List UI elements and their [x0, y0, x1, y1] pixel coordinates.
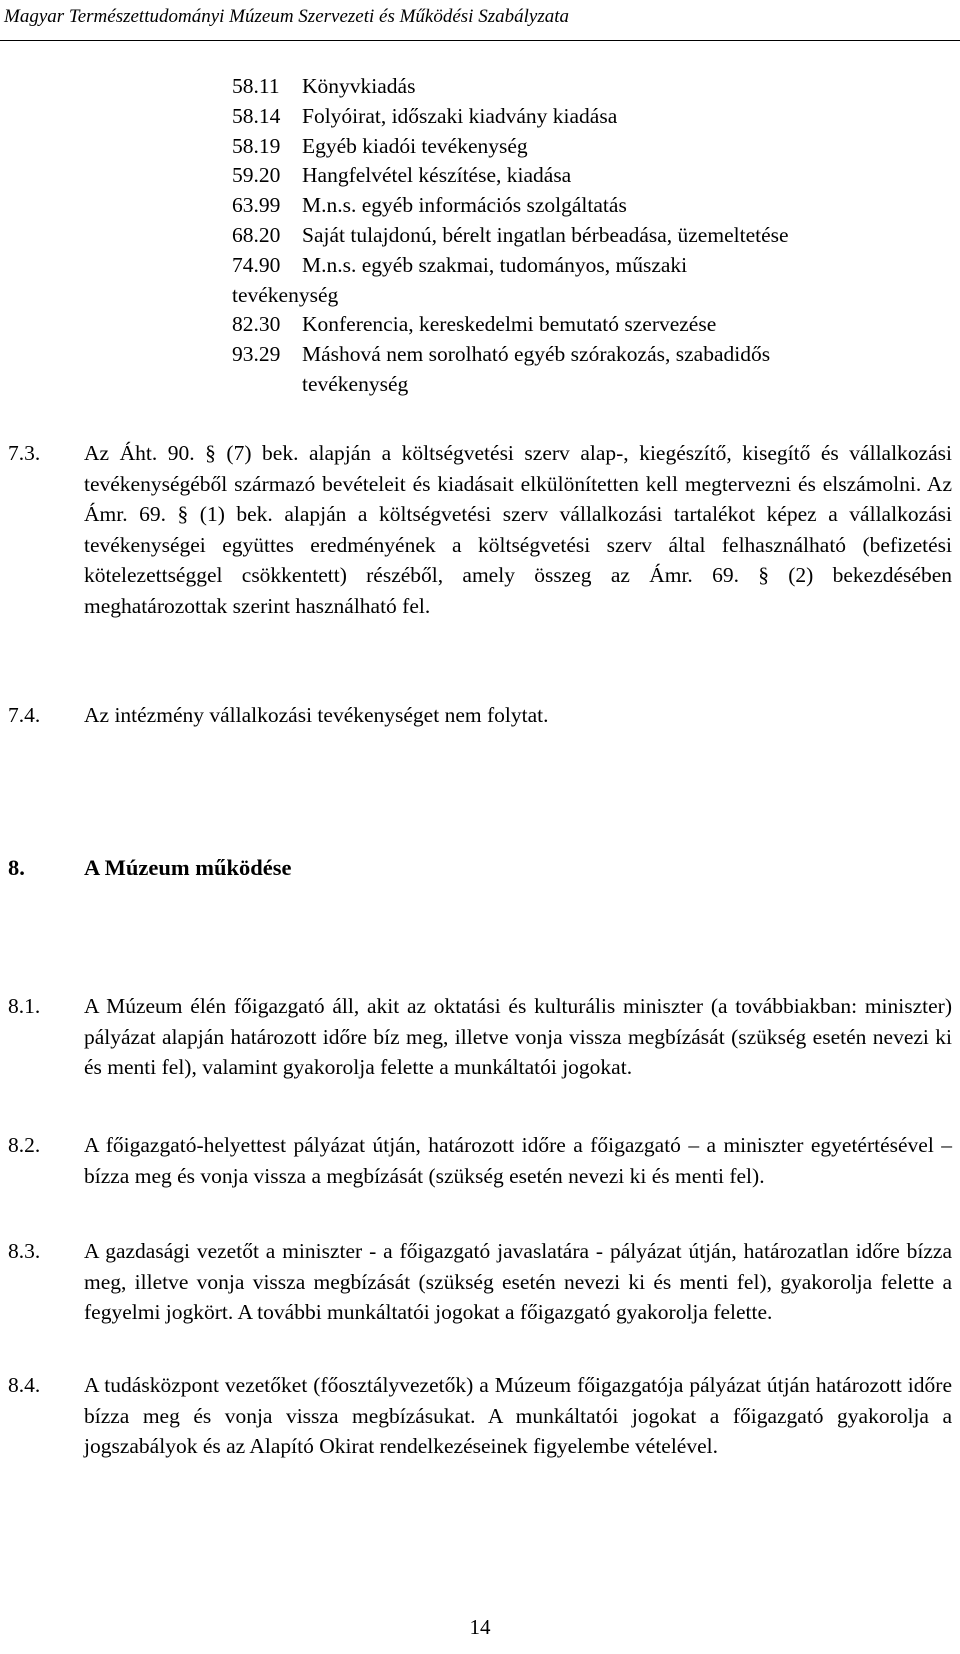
page-header: [0, 0, 960, 41]
section-8-1: [8, 991, 952, 1083]
section-number: 8.3.: [8, 1239, 41, 1263]
section-text: A tudásközpont vezetőket (főosztályvezetők) a Múzeum főigazgatója pályázat útján határozott időre bízza meg és vonja vissza megbízásukat. A munkáltatói jogokat a főigazgató gyakorolja a jogszabályok és az Alapító Okirat rendelkezéseinek figyelembe vételével.: [84, 1373, 952, 1458]
section-number: 7.4.: [8, 703, 41, 727]
chapter-number: 8.: [8, 855, 25, 880]
activity-description: Konferencia, kereskedelmi bemutató szervezése: [302, 312, 717, 337]
activity-code: 58.11: [232, 74, 280, 98]
activity-code-list: [232, 72, 932, 400]
list-item: [232, 310, 932, 340]
section-8-2: [8, 1130, 952, 1191]
activity-description: Egyéb kiadói tevékenység: [302, 133, 528, 158]
section-8-4: [8, 1370, 952, 1462]
section-7-4: [8, 700, 952, 731]
activity-code: 74.90: [232, 252, 281, 277]
activity-description: M.n.s. egyéb információs szolgáltatás: [302, 193, 627, 218]
activity-code: 63.99: [232, 193, 281, 218]
section-number: 8.4.: [8, 1373, 41, 1397]
document-title: Magyar Természettudományi Múzeum Szervezeti és Működési Szabályzata: [4, 6, 569, 27]
section-number: 7.3.: [8, 441, 41, 465]
activity-code: 82.30: [232, 312, 281, 337]
activity-description: Máshová nem sorolható egyéb szórakozás, szabadidős: [302, 342, 771, 367]
section-text: A főigazgató-helyettest pályázat útján, határozott időre a főigazgató – a miniszter egyetértésével – bízza meg és vonja vissza a megbízását (szükség esetén nevezi ki és menti fel).: [84, 1133, 952, 1188]
activity-description: Saját tulajdonú, bérelt ingatlan bérbeadása, üzemeltetése: [302, 222, 789, 247]
section-text: A Múzeum élén főigazgató áll, akit az oktatási és kulturális miniszter (a továbbiakban: miniszter) pályázat alapján határozott időre bíz meg, illetve vonja vissza megbízását (szükség esetén nevezi ki és menti fel), valamint gyakorolja felette a munkáltatói jogokat.: [84, 994, 952, 1079]
chapter-title: A Múzeum működése: [84, 855, 292, 880]
section-7-3: [8, 438, 952, 621]
section-number: 8.1.: [8, 994, 41, 1018]
page-number: 14: [469, 1615, 491, 1639]
activity-description: Hangfelvétel készítése, kiadása: [302, 163, 572, 188]
section-text: A gazdasági vezetőt a miniszter - a főigazgató javaslatára - pályázat útján, határozatlan időre bízza meg, illetve vonja vissza megbízását (szükség esetén nevezi ki és menti fel), gyakorolja felette a fegyelmi jogkört. A további munkáltatói jogokat a főigazgató gyakorolja felette.: [84, 1239, 952, 1324]
list-item: [232, 132, 932, 162]
activity-description: M.n.s. egyéb szakmai, tudományos, műszaki: [302, 252, 688, 277]
section-number: 8.2.: [8, 1133, 41, 1157]
list-item: [232, 221, 932, 251]
list-item: [232, 251, 932, 311]
list-item: [232, 191, 932, 221]
chapter-heading: [8, 855, 292, 881]
section-text: Az intézmény vállalkozási tevékenységet nem folytat.: [84, 703, 549, 727]
activity-description: Könyvkiadás: [302, 74, 416, 98]
activity-description: Folyóirat, időszaki kiadvány kiadása: [302, 103, 618, 128]
activity-code: 59.20: [232, 163, 281, 188]
activity-code: 58.14: [232, 103, 281, 128]
list-item: [232, 72, 932, 102]
activity-code: 58.19: [232, 133, 281, 158]
activity-description-continuation: tevékenység: [302, 371, 409, 396]
section-8-3: [8, 1236, 952, 1328]
activity-code: 93.29: [232, 342, 281, 367]
activity-code: 68.20: [232, 222, 281, 247]
list-item: [232, 340, 932, 400]
activity-description-continuation: tevékenység: [232, 282, 339, 307]
section-text: Az Áht. 90. § (7) bek. alapján a költségvetési szerv alap-, kiegészítő, kisegítő és vállalkozási tevékenységéből származó bevételeit és kiadásait elkülönítetten kell megtervezni és elszámolni. Az Ámr. 69. § (1) bek. alapján a költségvetési szerv vállalkozási tartalékot képez a vállalkozási tevékenységei együttes eredményének a költségvetési szerv által felhasználható (befizetési kötelezettséggel csökkentett) részéből, amely összeg az Ámr. 69. § (2) bekezdésében meghatározottak szerint használható fel.: [84, 441, 952, 618]
list-item: [232, 161, 932, 191]
list-item: [232, 102, 932, 132]
